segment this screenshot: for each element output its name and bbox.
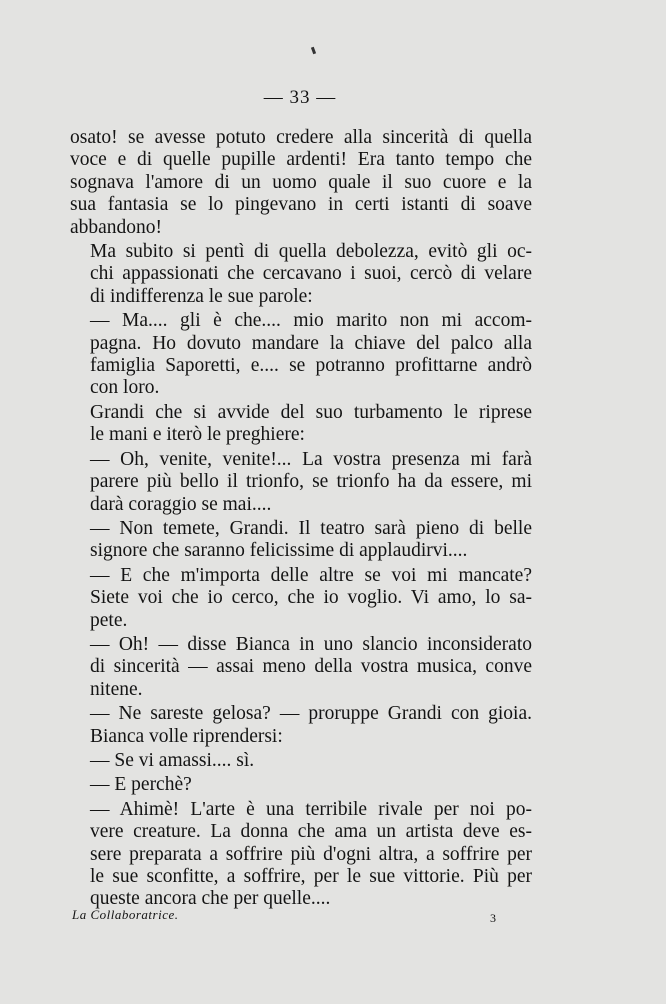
text-line: Siete voi che io cerco, che io voglio. Vi amo, lo sa- [90,587,532,609]
paragraph [70,449,532,516]
text-line: — Oh, venite, venite!... La vostra presenza mi farà [90,448,532,470]
page-number: — 33 — [263,87,337,108]
paragraph [70,241,532,308]
text-line: con loro. [90,377,160,399]
paragraph [70,703,532,748]
text-line: queste ancora che per quelle.... [90,888,331,910]
paragraph [70,127,532,239]
text-line: sognava l'amore di un uomo quale il suo cuore e la [70,171,532,193]
text-line: — Se vi amassi.... sì. [90,749,255,771]
text-line: darà coraggio se mai.... [90,493,272,515]
footer-signature-mark: 3 [490,911,496,925]
text-line: Ma subito si pentì di quella debolezza, evitò gli oc- [90,241,532,263]
text-line: — Non temete, Grandi. Il teatro sarà pieno di belle [90,517,532,539]
text-line: — E perchè? [90,774,192,796]
text-line: — Ahimè! L'arte è una terribile rivale per noi po- [90,798,532,820]
paragraph [70,774,532,796]
text-line: nitene. [90,678,143,700]
ink-speck [311,47,316,55]
body-text [70,127,532,913]
text-line: di sincerità — assai meno della vostra musica, conve [90,656,532,678]
text-line: le mani e iterò le preghiere: [90,424,305,446]
footer-book-title: La Collaboratrice. [72,907,179,922]
paragraph [70,402,532,447]
text-line: pagna. Ho dovuto mandare la chiave del palco alla [90,332,532,354]
text-line: pete. [90,609,128,631]
text-line: famiglia Saporetti, e.... se potranno profittarne andrò [90,355,532,377]
paragraph [70,310,532,400]
text-line: sua fantasia se lo pingevano in certi istanti di soave [70,194,532,216]
text-line: parere più bello il trionfo, se trionfo ha da essere, mi [90,471,532,493]
paragraph [70,565,532,632]
text-line: voce e di quelle pupille ardenti! Era tanto tempo che [70,149,532,171]
text-line: di indifferenza le sue parole: [90,285,313,307]
paragraph [70,634,532,701]
paragraph [70,750,532,772]
text-line: Bianca volle riprendersi: [90,725,283,747]
paragraph [70,799,532,911]
text-line: vere creature. La donna che ama un artista deve es- [90,821,532,843]
text-line: le sue sconfitte, a soffrire, per le sue vittorie. Più per [90,866,532,887]
text-line: — Oh! — disse Bianca in uno slancio inconsiderato [90,633,532,655]
text-line: sere preparata a soffrire più d'ogni altra, a soffrire per [90,843,532,865]
paragraph [70,518,532,563]
text-line: signore che saranno felicissime di applaudirvi.... [90,540,468,562]
text-line: — Ma.... gli è che.... mio marito non mi accom- [90,310,532,332]
text-line: — Ne sareste gelosa? — proruppe Grandi con gioia. [90,703,532,725]
text-line: chi appassionati che cercavano i suoi, cercò di velare [90,263,532,285]
text-line: osato! se avesse potuto credere alla sincerità di quella [70,127,532,148]
text-line: — E che m'importa delle altre se voi mi mancate? [90,564,532,586]
text-line: Grandi che si avvide del suo turbamento le riprese [90,401,532,423]
text-line: abbandono! [70,216,163,238]
